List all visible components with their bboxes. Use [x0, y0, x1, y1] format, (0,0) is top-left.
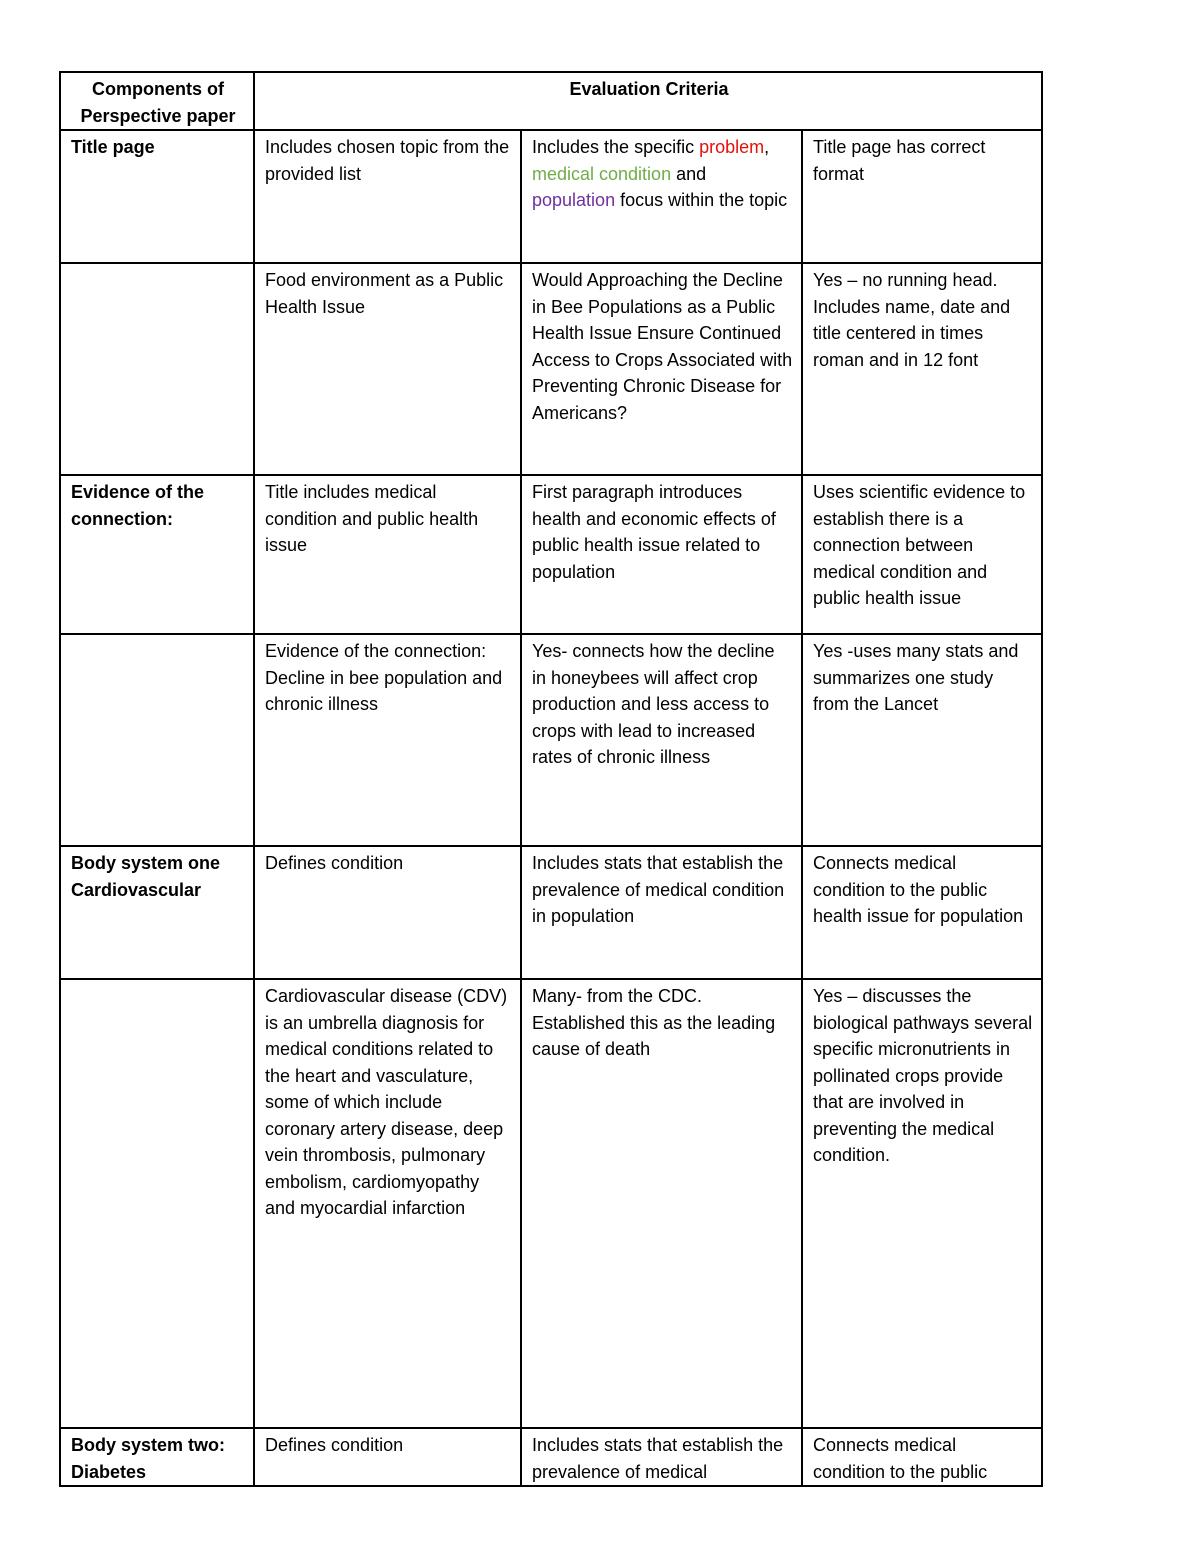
criteria-text: Connects medical condition to the public [813, 1435, 988, 1482]
criteria-text: focus within the topic [615, 190, 788, 210]
population-highlight: population [532, 190, 616, 210]
criteria-text: , [764, 137, 770, 157]
response-cell: Food environment as a Public Health Issue [254, 263, 521, 475]
table-row [60, 263, 1042, 475]
table-row [60, 475, 1042, 634]
problem-highlight: problem [699, 137, 765, 157]
response-cell: Yes – no running head. Includes name, date and title centered in times roman and in 12 font [802, 263, 1042, 475]
row-component-text: Body system two: Diabetes [71, 1435, 226, 1482]
table-row [60, 130, 1042, 263]
criteria-text: Defines condition [265, 1435, 404, 1455]
response-cell: Cardiovascular disease (CDV) is an umbrella diagnosis for medical conditions related to the heart and vasculature, some of which include coronary artery disease, deep vein thrombosis, pulmonary embolism, cardiomyopathy and myocardial infarction [254, 979, 521, 1428]
response-cell: Yes – discusses the biological pathways several specific micronutrients in pollinated crops provide that are involved in preventing the medical condition. [802, 979, 1042, 1428]
criteria-cell [521, 1428, 802, 1486]
criteria-cell [254, 1428, 521, 1486]
table-row [60, 1428, 1042, 1486]
row-component-label: Title page [60, 130, 254, 263]
table-row [60, 846, 1042, 979]
criteria-cell: First paragraph introduces health and economic effects of public health issue related to population [521, 475, 802, 634]
header-components: Components of Perspective paper [60, 72, 254, 130]
criteria-text: and [671, 163, 707, 184]
row-component-label: Body system one Cardiovascular [60, 846, 254, 979]
response-cell: Yes -uses many stats and summarizes one study from the Lancet [802, 634, 1042, 846]
criteria-cell: Defines condition [254, 846, 521, 979]
table-row [60, 979, 1042, 1428]
criteria-cell: Includes chosen topic from the provided list [254, 130, 521, 263]
criteria-text: Includes stats that establish the prevalence of medical [532, 1435, 784, 1482]
medical-condition-highlight: medical condition [532, 163, 672, 184]
criteria-cell: Title page has correct format [802, 130, 1042, 263]
table-row [60, 634, 1042, 846]
criteria-text: Includes the specific [532, 137, 700, 157]
table-header-row [60, 72, 1042, 130]
row-component-label: Evidence of the connection: [60, 475, 254, 634]
row-component-label [60, 263, 254, 475]
row-component-label [60, 979, 254, 1428]
criteria-cell: Title includes medical condition and public health issue [254, 475, 521, 634]
header-evaluation-criteria: Evaluation Criteria [254, 72, 1042, 130]
criteria-cell [802, 1428, 1042, 1486]
criteria-cell: Includes stats that establish the prevalence of medical condition in population [521, 846, 802, 979]
row-component-label [60, 1428, 254, 1486]
criteria-cell: Connects medical condition to the public health issue for population [802, 846, 1042, 979]
response-cell: Evidence of the connection: Decline in bee population and chronic illness [254, 634, 521, 846]
evaluation-rubric-table [59, 71, 1043, 1487]
response-cell: Would Approaching the Decline in Bee Populations as a Public Health Issue Ensure Continued Access to Crops Associated with Preventing Chronic Disease for Americans? [521, 263, 802, 475]
criteria-cell [521, 130, 802, 263]
criteria-cell: Uses scientific evidence to establish there is a connection between medical condition and public health issue [802, 475, 1042, 634]
response-cell: Yes- connects how the decline in honeybees will affect crop production and less access to crops with lead to increased rates of chronic illness [521, 634, 802, 846]
row-component-label [60, 634, 254, 846]
response-cell: Many- from the CDC. Established this as the leading cause of death [521, 979, 802, 1428]
